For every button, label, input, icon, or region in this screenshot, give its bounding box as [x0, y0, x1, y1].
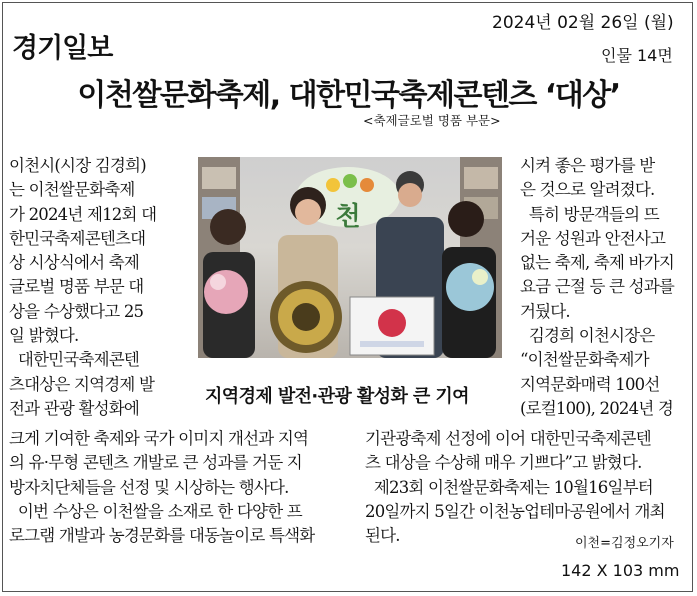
publication-date: 2024년 02월 26일 (월) [492, 13, 674, 33]
clipping-size: 142 X 103 mm [561, 561, 680, 580]
newspaper-logo: 경기일보 [12, 33, 113, 64]
text-line: 이번 수상은 이천쌀을 소재로 한 다양한 프 [9, 502, 302, 521]
text-line: 은 것으로 알려졌다. [520, 180, 655, 200]
text-line: 없는 축제, 축제 바가지 [520, 253, 675, 273]
text-line: 20일까지 5일간 이천농업테마공원에서 개최 [365, 501, 665, 521]
middle-text [365, 427, 665, 548]
left-column [9, 154, 156, 421]
text-line: 의 유·무형 콘텐츠 개발로 큰 성과를 거둔 지 [9, 453, 302, 473]
text-line: 제23회 이천쌀문화축제는 10월16일부터 [365, 477, 653, 497]
text-line: 이천시(시장 김경희) [9, 156, 146, 175]
text-line: 상을 수상했다고 25 [9, 301, 144, 321]
text-line: 츠 대상을 수상해 매우 기쁘다”고 밝혔다. [365, 453, 642, 473]
text-line: (로컬100), 2024년 경 [520, 398, 674, 418]
text-line: 한민국축제콘텐츠대 [9, 228, 146, 248]
award-photo-illustration [198, 157, 502, 358]
subheadline: <축제글로벌 명품 부문> [363, 113, 501, 128]
text-line: 가 2024년 제12회 대 [9, 204, 157, 224]
full-width-text-2 [9, 500, 314, 549]
text-line: 대한민국축제콘텐 [9, 350, 140, 370]
text-line: “이천쌀문화축제가 [520, 350, 649, 370]
text-line: 김경희 이천시장은 [520, 326, 655, 346]
text-line: 거뒀다. [520, 301, 570, 321]
text-line: 상 시상식에서 축제 [9, 253, 140, 273]
section-page: 인물 14면 [601, 46, 673, 65]
headline: 이천쌀문화축제, 대한민국축제콘텐츠 ‘대상’ [77, 78, 620, 113]
text-line: 특히 방문객들의 뜨 [520, 204, 659, 224]
photo-caption: 지역경제 발전·관광 활성화 큰 기여 [205, 386, 469, 407]
text-line: 츠대상은 지역경제 발 [9, 374, 155, 394]
byline: 이천=김정오기자 [575, 536, 674, 551]
text-line: 된다. [365, 526, 400, 546]
text-line: 전과 관광 활성화에 [9, 398, 140, 418]
text-line: 크게 기여한 축제와 국가 이미지 개선과 지역 [9, 429, 309, 448]
text-line: 로그램 개발과 농경문화를 대동놀이로 특색화 [9, 526, 315, 546]
text-line: 요금 근절 등 큰 성과를 [520, 277, 675, 297]
text-line: 시켜 좋은 평가를 받 [520, 156, 655, 175]
svg-text:천: 천 [335, 202, 361, 232]
text-line: 방자치단체들을 선정 및 시상하는 행사다. [9, 477, 289, 497]
text-line: 기관광축제 선정에 이어 대한민국축제콘텐 [365, 429, 651, 448]
text-line: 거운 성원과 안전사고 [520, 228, 666, 248]
text-line: 는 이천쌀문화축제 [9, 180, 135, 200]
text-line: 지역문화매력 100선 [520, 374, 660, 394]
right-column [520, 154, 674, 421]
award-photo [198, 157, 502, 358]
text-line: 글로벌 명품 부문 대 [9, 277, 144, 297]
full-width-text [9, 427, 308, 500]
text-line: 일 밝혔다. [9, 326, 79, 346]
